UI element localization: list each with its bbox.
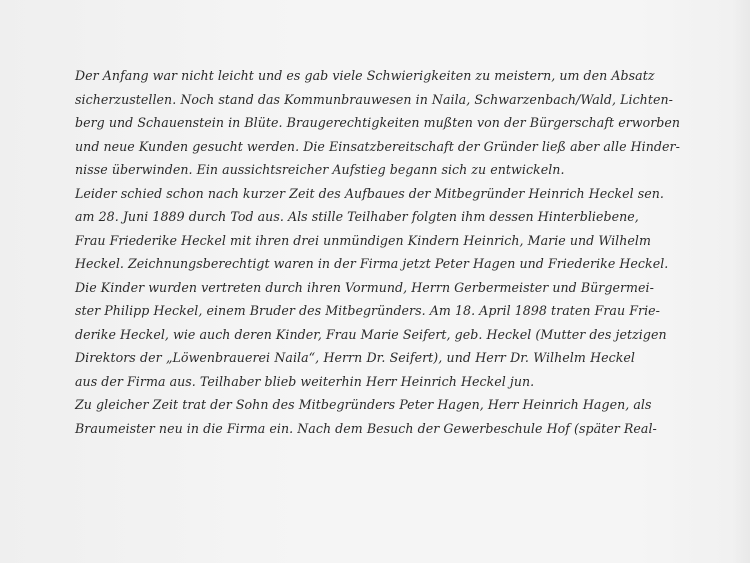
text-line: derike Heckel, wie auch deren Kinder, Frau Marie Seifert, geb. Heckel (Mutter des jetzigen [75, 326, 667, 342]
text-line: Frau Friederike Heckel mit ihren drei unmündigen Kindern Heinrich, Marie und Wilhelm [75, 232, 651, 248]
text-line: Heckel. Zeichnungsberechtigt waren in der Firma jetzt Peter Hagen und Friederike Heckel. [75, 256, 669, 271]
text-line: Braumeister neu in die Firma ein. Nach dem Besuch der Gewerbeschule Hof (später Real- [75, 420, 657, 436]
text-line: Der Anfang war nicht leicht und es gab viele Schwierigkeiten zu meistern, um den Absatz [75, 68, 655, 83]
text-line: Die Kinder wurden vertreten durch ihren Vormund, Herrn Gerbermeister und Bürgermei- [75, 279, 654, 295]
page-edge-shadow [732, 0, 750, 563]
text-line: Direktors der „Löwenbrauerei Naila“, Herrn Dr. Seifert), und Herr Dr. Wilhelm Heckel [75, 350, 635, 365]
text-line: berg und Schauenstein in Blüte. Braugerechtigkeiten mußten von der Bürgerschaft erworben [75, 115, 681, 130]
text-line: sicherzustellen. Noch stand das Kommunbrauwesen in Naila, Schwarzenbach/Wald, Lichten- [75, 91, 673, 107]
text-line: am 28. Juni 1889 durch Tod aus. Als stille Teilhaber folgten ihm dessen Hinterbliebene, [75, 209, 639, 224]
paragraph-2 [75, 182, 669, 394]
text-line: und neue Kunden gesucht werden. Die Einsatzbereitschaft der Gründer ließ aber alle Hinder- [75, 138, 680, 154]
paragraph-3 [75, 393, 657, 440]
text-line: Leider schied schon nach kurzer Zeit des Aufbaues der Mitbegründer Heinrich Heckel sen. [75, 185, 664, 201]
text-line: nisse überwinden. Ein aussichtsreicher Aufstieg begann sich zu entwickeln. [75, 162, 565, 177]
paragraph-1 [75, 64, 681, 182]
body-text [75, 64, 681, 440]
text-line: ster Philipp Heckel, einem Bruder des Mitbegründers. Am 18. April 1898 traten Frau Frie- [75, 303, 660, 318]
text-line: Zu gleicher Zeit trat der Sohn des Mitbegründers Peter Hagen, Herr Heinrich Hagen, als [75, 397, 652, 412]
text-line: aus der Firma aus. Teilhaber blieb weiterhin Herr Heinrich Heckel jun. [75, 373, 535, 389]
